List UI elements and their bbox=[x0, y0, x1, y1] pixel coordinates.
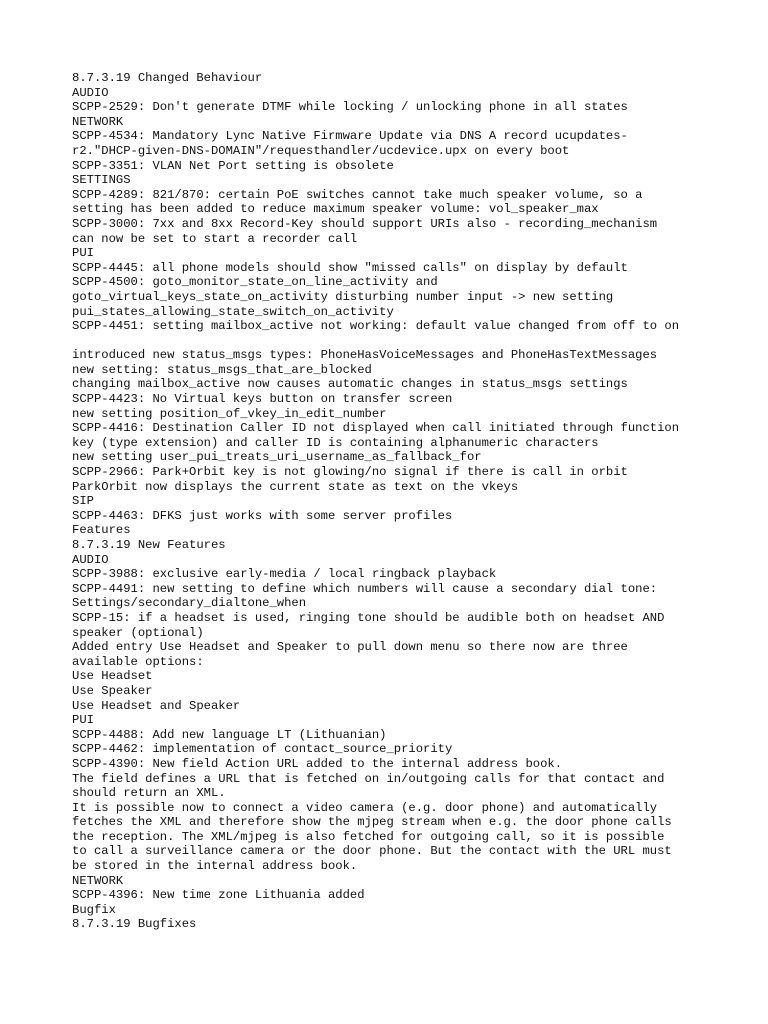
text-line: ParkOrbit now displays the current state as text on the vkeys bbox=[72, 479, 519, 494]
text-line: new setting position_of_vkey_in_edit_number bbox=[72, 406, 387, 421]
text-line: Use Headset and Speaker bbox=[72, 698, 241, 713]
text-line: fetches the XML and therefore show the mjpeg stream when e.g. the door phone calls bbox=[72, 815, 672, 830]
document-body bbox=[72, 71, 712, 932]
text-line: new setting: status_msgs_that_are_blocked bbox=[72, 362, 372, 377]
text-line: SCPP-4488: Add new language LT (Lithuanian) bbox=[72, 727, 387, 742]
text-line: Use Headset bbox=[72, 669, 153, 684]
text-line: SCPP-2966: Park+Orbit key is not glowing/no signal if there is call in orbit bbox=[72, 465, 628, 480]
text-line: SCPP-4289: 821/870: certain PoE switches cannot take much speaker volume, so a bbox=[72, 187, 643, 202]
text-line: PUI bbox=[72, 246, 94, 261]
text-line: The field defines a URL that is fetched on in/outgoing calls for that contact and bbox=[72, 771, 665, 786]
text-line: SCPP-3351: VLAN Net Port setting is obsolete bbox=[72, 158, 394, 173]
text-line: AUDIO bbox=[72, 552, 109, 567]
text-line: new setting user_pui_treats_uri_username_as_fallback_for bbox=[72, 450, 482, 465]
text-line: Use Speaker bbox=[72, 683, 153, 698]
text-line: SCPP-4451: setting mailbox_active not working: default value changed from off to on bbox=[72, 319, 680, 334]
text-line: changing mailbox_active now causes automatic changes in status_msgs settings bbox=[72, 377, 628, 392]
text-line: SCPP-4445: all phone models should show "missed calls" on display by default bbox=[72, 260, 628, 275]
text-line: 8.7.3.19 New Features bbox=[72, 538, 226, 552]
text-line: introduced new status_msgs types: PhoneHasVoiceMessages and PhoneHasTextMessages bbox=[72, 348, 658, 363]
text-line: SCPP-4500: goto_monitor_state_on_line_activity and bbox=[72, 275, 438, 290]
text-line: available options: bbox=[72, 654, 204, 669]
text-line: 8.7.3.19 Bugfixes bbox=[72, 917, 197, 932]
text-line: Bugfix bbox=[72, 902, 116, 917]
text-line: SCPP-15: if a headset is used, ringing tone should be audible both on headset AND bbox=[72, 610, 665, 625]
text-line: SETTINGS bbox=[72, 173, 131, 188]
text-line: SCPP-4534: Mandatory Lync Native Firmware Update via DNS A record ucupdates- bbox=[72, 129, 628, 144]
text-line: 8.7.3.19 Changed Behaviour bbox=[72, 71, 263, 85]
text-line: be stored in the internal address book. bbox=[72, 859, 358, 874]
text-line: SCPP-2529: Don't generate DTMF while locking / unlocking phone in all states bbox=[72, 100, 628, 115]
text-line: the reception. The XML/mjpeg is also fetched for outgoing call, so it is possible bbox=[72, 829, 665, 844]
text-line: key (type extension) and caller ID is containing alphanumeric characters bbox=[72, 435, 599, 450]
text-line: NETWORK bbox=[72, 873, 124, 888]
text-line: SCPP-4416: Destination Caller ID not displayed when call initiated through function bbox=[72, 421, 680, 436]
text-line: SCPP-4423: No Virtual keys button on transfer screen bbox=[72, 392, 453, 407]
blank-line bbox=[72, 334, 712, 349]
text-line: to call a surveillance camera or the door phone. But the contact with the URL must bbox=[72, 844, 672, 859]
text-line: setting has been added to reduce maximum speaker volume: vol_speaker_max bbox=[72, 202, 599, 217]
text-line: Features bbox=[72, 523, 131, 538]
text-line: SCPP-4463: DFKS just works with some server profiles bbox=[72, 508, 453, 523]
text-line: SCPP-4390: New field Action URL added to the internal address book. bbox=[72, 756, 563, 771]
text-line: SCPP-4396: New time zone Lithuania added bbox=[72, 888, 365, 903]
text-line: SCPP-3000: 7xx and 8xx Record-Key should support URIs also - recording_mechanism bbox=[72, 216, 658, 231]
text-line: SCPP-4462: implementation of contact_source_priority bbox=[72, 742, 453, 757]
text-line: goto_virtual_keys_state_on_activity disturbing number input -> new setting bbox=[72, 289, 614, 304]
text-line: Settings/secondary_dialtone_when bbox=[72, 596, 307, 611]
text-line: can now be set to start a recorder call bbox=[72, 231, 358, 246]
text-line: should return an XML. bbox=[72, 786, 226, 801]
text-line: SIP bbox=[72, 494, 94, 509]
text-line: speaker (optional) bbox=[72, 625, 204, 640]
text-line: AUDIO bbox=[72, 85, 109, 100]
text-line: r2."DHCP-given-DNS-DOMAIN"/requesthandler/ucdevice.upx on every boot bbox=[72, 143, 570, 158]
text-line: It is possible now to connect a video camera (e.g. door phone) and automatically bbox=[72, 800, 658, 815]
text-line: SCPP-3988: exclusive early-media / local ringback playback bbox=[72, 567, 497, 582]
text-line: pui_states_allowing_state_switch_on_activity bbox=[72, 304, 394, 319]
text-line: SCPP-4491: new setting to define which numbers will cause a secondary dial tone: bbox=[72, 581, 658, 596]
text-line: NETWORK bbox=[72, 114, 124, 129]
text-line: Added entry Use Headset and Speaker to pull down menu so there now are three bbox=[72, 640, 628, 655]
text-line: PUI bbox=[72, 713, 94, 728]
